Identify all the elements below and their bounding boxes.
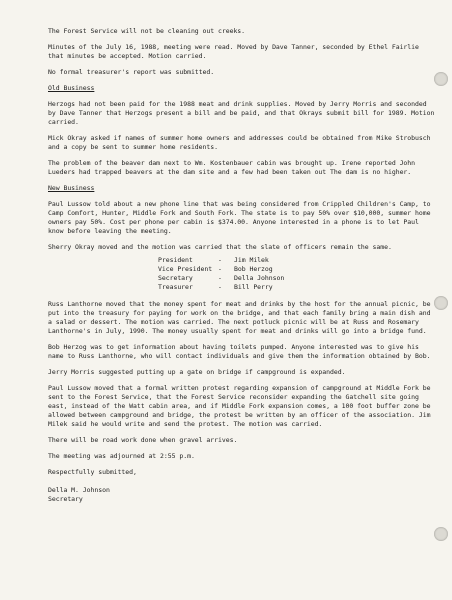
officer-name: Della Johnson bbox=[234, 274, 285, 282]
officer-dash: - bbox=[218, 283, 222, 291]
new-business-heading: New Business bbox=[48, 184, 95, 192]
signer-title: Secretary bbox=[48, 495, 83, 503]
minutes-body bbox=[48, 27, 436, 504]
officer-role: Vice President bbox=[158, 265, 213, 273]
officer-row bbox=[158, 256, 436, 265]
officer-slate bbox=[158, 256, 436, 292]
officer-role: President bbox=[158, 256, 193, 264]
officer-row bbox=[158, 265, 436, 274]
road-work-paragraph: There will be road work done when gravel arrives. bbox=[48, 436, 238, 444]
officer-role: Secretary bbox=[158, 274, 193, 282]
beaver-dam-paragraph: The problem of the beaver dam next to Wm. Kostenbauer cabin was brought up. Irene reported John Lueders had trapped beavers at the dam site and a few had been taken out The dam is no higher. bbox=[48, 159, 416, 176]
officer-dash: - bbox=[218, 256, 222, 264]
officer-dash: - bbox=[218, 265, 222, 273]
jerry-morris-paragraph: Jerry Morris suggested putting up a gate on bridge if campground is expanded. bbox=[48, 368, 346, 376]
officer-name: Bill Perry bbox=[234, 283, 273, 291]
officer-row bbox=[158, 283, 436, 292]
minutes-read-paragraph: Minutes of the July 16, 1988, meeting were read. Moved by Dave Tanner, seconded by Ethel Fairlie that minutes be accepted. Motion carried. bbox=[48, 43, 419, 60]
bob-herzog-paragraph: Bob Herzog was to get information about having toilets pumped. Anyone interested was to give his name to Russ Lanthorne, who will contact individuals and give them the information obtained by Bob. bbox=[48, 343, 431, 360]
officer-dash: - bbox=[218, 274, 222, 282]
russ-lanthorne-paragraph: Russ Lanthorne moved that the money spent for meat and drinks by the host for the annual picnic, be put into the treasury for paying for work on the bridge, and that each family bring a main dish and a salad or dessert. The motion was carried. The next potluck picnic will be at Russ and Rosemary Lanthorne's in July, 1990. The money usually spent for meat and drinks will go into a bridge fund. bbox=[48, 300, 431, 335]
old-business-heading: Old Business bbox=[48, 84, 95, 92]
officer-name: Jim Milek bbox=[234, 256, 269, 264]
punch-hole bbox=[434, 296, 448, 310]
forest-service-paragraph: The Forest Service will not be cleaning out creeks. bbox=[48, 27, 246, 35]
mick-okray-paragraph: Mick Okray asked if names of summer home owners and addresses could be obtained from Mike Strobusch and a copy be sent to summer home residents. bbox=[48, 134, 431, 151]
punch-hole bbox=[434, 527, 448, 541]
officer-row bbox=[158, 274, 436, 283]
officer-role: Treasurer bbox=[158, 283, 193, 291]
treasurer-report-paragraph: No formal treasurer's report was submitted. bbox=[48, 68, 215, 76]
officer-name: Bob Herzog bbox=[234, 265, 273, 273]
phone-line-paragraph: Paul Lussow told about a new phone line that was being considered from Crippled Children's Camp, to Camp Comfort, Hunter, Middle Fork and South Fork. The state is to pay 50% over $10,000, summer home owners pay 50%. Cost per phone per cabin is $374.00. Anyone interested in a phone is to let Paul know before leaving the meeting. bbox=[48, 200, 431, 235]
signature-block bbox=[48, 468, 436, 504]
punch-hole bbox=[434, 72, 448, 86]
protest-paragraph: Paul Lussow moved that a formal written protest regarding expansion of campground at Middle Fork be sent to the Forest Service, that the Forest Service reconsider expanding the Gatchell site going east, instead of the Watt cabin area, and if Middle Fork expansion comes, a 100 foot buffer zone be allowed between campground and bridge, the protest be written by an officer of the association. Jim Milek said he would write and send the protest. The motion was carried. bbox=[48, 384, 431, 428]
slate-paragraph: Sherry Okray moved and the motion was carried that the slate of officers remain the same. bbox=[48, 243, 392, 251]
adjourned-paragraph: The meeting was adjourned at 2:55 p.m. bbox=[48, 452, 195, 460]
signer-name: Della M. Johnson bbox=[48, 486, 110, 494]
herzogs-paragraph: Herzogs had not been paid for the 1988 meat and drink supplies. Moved by Jerry Morris and seconded by Dave Tanner that Herzogs present a bill and be paid, and that Okrays submit bill for 1989. Motion carried. bbox=[48, 100, 435, 126]
closing-line: Respectfully submitted, bbox=[48, 468, 137, 476]
